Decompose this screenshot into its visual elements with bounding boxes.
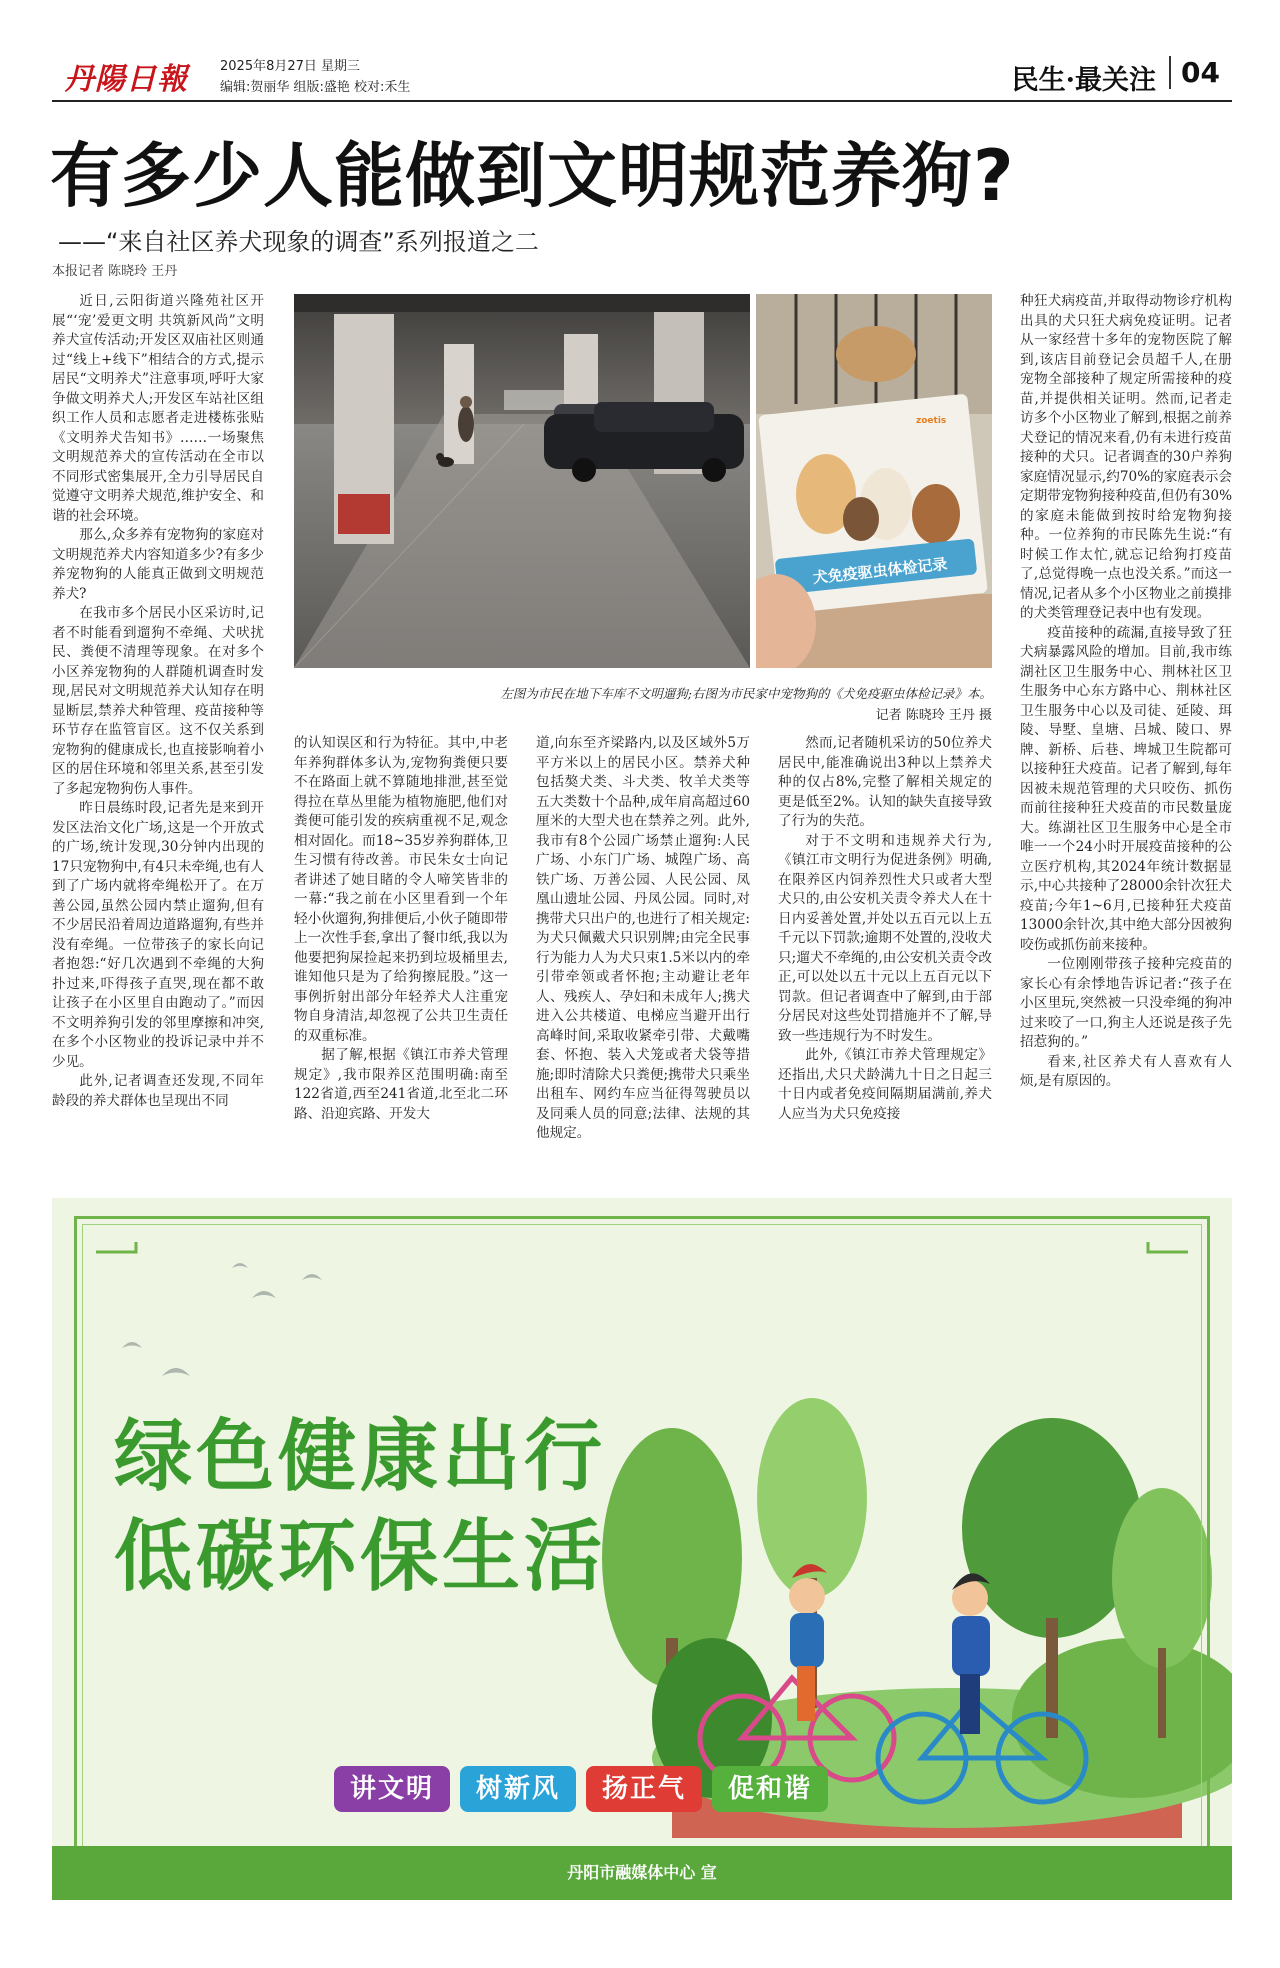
article-column-2 — [294, 734, 508, 1134]
article-column-4 — [778, 734, 992, 1134]
ad-tag-3: 扬正气 — [586, 1766, 702, 1812]
ad-tag-2: 树新风 — [460, 1766, 576, 1812]
article-column-5 — [1020, 292, 1232, 1132]
ad-footer-text: 丹阳市融媒体中心 宣 — [567, 1863, 717, 1882]
subhead: ——“来自社区养犬现象的调查”系列报道之二 — [58, 228, 539, 256]
editors-line: 编辑:贺丽华 组版:盛艳 校对:禾生 — [220, 80, 411, 95]
byline: 本报记者 陈晓玲 王丹 — [52, 264, 178, 279]
photo-dog-vaccine-booklet — [756, 294, 992, 668]
paragraph: 然而,记者随机采访的50位养犬居民中,能准确说出3种以上禁养犬种的仅占8%,完整了解相关规定的更是低至2%。认知的缺失直接导致了行为的失范。 — [778, 735, 992, 829]
paragraph: 此外,记者调查还发现,不同年龄段的养犬群体也呈现出不同 — [52, 1073, 264, 1109]
issue-date: 2025年8月27日 星期三 — [220, 59, 361, 74]
newspaper-logo: 丹陽日報 — [64, 62, 188, 97]
masthead — [52, 52, 1232, 100]
ad-slogan-line-1: 绿色健康出行 — [114, 1412, 607, 1502]
photo-garage-dog-walking — [294, 294, 750, 668]
paragraph: 的认知误区和行为特征。其中,中老年养狗群体多认为,宠物狗粪便只要不在路面上就不算随地排泄,甚至觉得拉在草丛里能为植物施肥,他们对粪便可能引发的疾病重视不足,观念相对固化。而18~35岁养狗群体,卫生习惯有待改善。市民朱女士向记者讲述了她目睹的令人啼笑皆非的一幕:“我之前在小区里看到一个年轻小伙遛狗,狗排便后,小伙子随即带上一次性手套,拿出了餐巾纸,我以为他要把狗屎捡起来扔到垃圾桶里去,谁知他只是为了给狗擦屁股。”这一事例折射出部分年轻养犬人注重宠物自身清洁,却忽视了公共卫生责任的双重标准。 — [294, 735, 508, 1044]
paragraph: 据了解,根据《镇江市养犬管理规定》,我市限养区范围明确:南至122省道,西至241省道,北至北二环路、沿迎宾路、开发大 — [294, 1047, 508, 1122]
paragraph: 对于不文明和违规养犬行为,《镇江市文明行为促进条例》明确,在限养区内饲养烈性犬只或者大型犬只的,由公安机关责令养犬人在十日内妥善处置,并处以五百元以上五千元以下罚款;逾期不处置的,没收犬只;遛犬不牵绳的,由公安机关责令改正,可以处以五十元以上五百元以下罚款。但记者调查中了解到,由于部分居民对这些处罚措施并不了解,导致一些违规行为不时发生。 — [778, 832, 992, 1044]
photo-caption: 左图为市民在地下车库不文明遛狗;右图为市民家中宠物狗的《犬免疫驱虫体检记录》本。 — [500, 686, 992, 701]
booklet-title: 犬免疫驱虫体检记录 — [811, 554, 949, 588]
paragraph: 种狂犬病疫苗,并取得动物诊疗机构出具的犬只狂犬病免疫证明。记者从一家经营十多年的宠物医院了解到,该店目前登记会员超千人,在册宠物全部接种了规定所需接种的疫苗,并提供相关证明。然而,记者走访多个小区物业了解到,根据之前养犬登记的情况来看,仍有未进行疫苗接种的犬只。记者调查的30户养狗家庭情况显示,约70%的家庭表示会定期带宠物狗接种疫苗,但仍有30%的家庭未能做到按时给宠物狗接种。一位养狗的市民陈先生说:“有时候工作太忙,就忘记给狗打疫苗了,总觉得晚一点也没关系。”而这一情况,记者从多个小区物业之前摸排的犬类管理登记表中也有发现。 — [1020, 293, 1232, 621]
article-column-1 — [52, 292, 264, 1132]
page-number: 04 — [1169, 56, 1220, 89]
paragraph: 道,向东至齐梁路内,以及区域外5万平方米以上的居民小区。禁养犬种包括獒犬类、斗犬类、牧羊犬类等五大类数十个品种,成年肩高超过60厘米的大型犬也在禁养之列。此外,我市有8个公园广场禁止遛狗:人民广场、小东门广场、城隍广场、高铁广场、万善公园、人民公园、凤凰山遗址公园、丹凤公园。同时,对携带犬只出户的,也进行了相关规定:为犬只佩戴犬只识别牌;由完全民事行为能力人为犬只束1.5米以内的牵引带牵领或者怀抱;主动避让老年人、残疾人、孕妇和未成年人;携犬进入公共楼道、电梯应当避开出行高峰时间,采取收紧牵引带、犬戴嘴套、怀抱、装入犬笼或者犬袋等措施;即时清除犬只粪便;携带犬只乘坐出租车、网约车应当征得驾驶员以及同乘人员的同意;法律、法规的其他规定。 — [536, 735, 750, 1141]
headline: 有多少人能做到文明规范养狗? — [50, 135, 1015, 217]
public-service-ad — [52, 1198, 1232, 1900]
masthead-rule — [52, 100, 1232, 102]
brand-label: zoetis — [916, 416, 947, 426]
paragraph: 那么,众多养有宠物狗的家庭对文明规范养犬内容知道多少?有多少养宠物狗的人能真正做到文明规范养犬? — [52, 527, 264, 602]
paragraph: 看来,社区养犬有人喜欢有人烦,是有原因的。 — [1020, 1053, 1232, 1089]
ad-tag-4: 促和谐 — [712, 1766, 828, 1812]
paragraph: 此外,《镇江市养犬管理规定》还指出,犬只犬龄满九十日之日起三十日内或者免疫间隔期届满前,养犬人应当为犬只免疫接 — [778, 1047, 992, 1122]
paragraph: 疫苗接种的疏漏,直接导致了狂犬病暴露风险的增加。目前,我市练湖社区卫生服务中心、荆林社区卫生服务中心东方路中心、荆林社区卫生服务中心以及司徒、延陵、珥陵、导墅、皇塘、吕城、陵口、界牌、新桥、后巷、埤城卫生院都可以接种狂犬疫苗。记者了解到,每年因被未规范管理的犬只咬伤、抓伤而前往接种狂犬疫苗的市民数量庞大。练湖社区卫生服务中心是全市唯一一个24小时开展疫苗接种的公立医疗机构,其2024年统计数据显示,中心共接种了28000余针次狂犬疫苗;今年1~6月,已接种狂犬疫苗13000余针次,其中绝大部分因被狗咬伤或抓伤前来接种。 — [1020, 624, 1232, 953]
paragraph: 近日,云阳街道兴隆苑社区开展“‘宠’爱更文明 共筑新风尚”文明养犬宣传活动;开发区双庙社区则通过“线上+线下”相结合的方式,提示居民“文明养犬”注意事项,呼吁大家争做文明养犬人;开发区车站社区组织工作人员和志愿者走进楼栋张贴《文明养犬告知书》……一场聚焦文明规范养犬的宣传活动在全市以不同形式密集展开,全力引导居民自觉遵守文明养犬规范,维护安全、和谐的社会环境。 — [52, 293, 264, 524]
section-title: 民生·最关注 — [1011, 65, 1156, 96]
ad-tag-1: 讲文明 — [334, 1766, 450, 1812]
paragraph: 昨日晨练时段,记者先是来到开发区法治文化广场,这是一个开放式的广场,统计发现,30分钟内出现的17只宠物狗中,有4只未牵绳,也有人到了广场内就将牵绳松开了。在万善公园,虽然公园内禁止遛狗,但有不少居民沿着周边道路遛狗,有些并没有牵绳。一位带孩子的家长向记者抱怨:“好几次遇到不牵绳的大狗扑过来,吓得孩子直哭,现在都不敢让孩子在小区里自由跑动了。”而因不文明养狗引发的邻里摩擦和冲突,在多个小区物业的投诉记录中并不少见。 — [52, 800, 264, 1070]
ad-slogan-line-2: 低碳环保生活 — [114, 1512, 607, 1602]
article-column-3 — [536, 734, 750, 1141]
paragraph: 在我市多个居民小区采访时,记者不时能看到遛狗不牵绳、犬吠扰民、粪便不清理等现象。在对多个小区养宠物狗的人群随机调查时发现,居民对文明规范养犬认知存在明显断层,禁养犬种管理、疫苗接种等环节存在监管盲区。这不仅关系到宠物狗的健康成长,也直接影响着小区的居住环境和邻里关系,甚至引发了多起宠物狗伤人事件。 — [52, 605, 264, 797]
paragraph: 一位刚刚带孩子接种完疫苗的家长心有余悸地告诉记者:“孩子在小区里玩,突然被一只没牵绳的狗冲过来咬了一口,狗主人还说是孩子先招惹狗的。” — [1020, 956, 1232, 1050]
photo-credit: 记者 陈晓玲 王丹 摄 — [875, 708, 992, 723]
